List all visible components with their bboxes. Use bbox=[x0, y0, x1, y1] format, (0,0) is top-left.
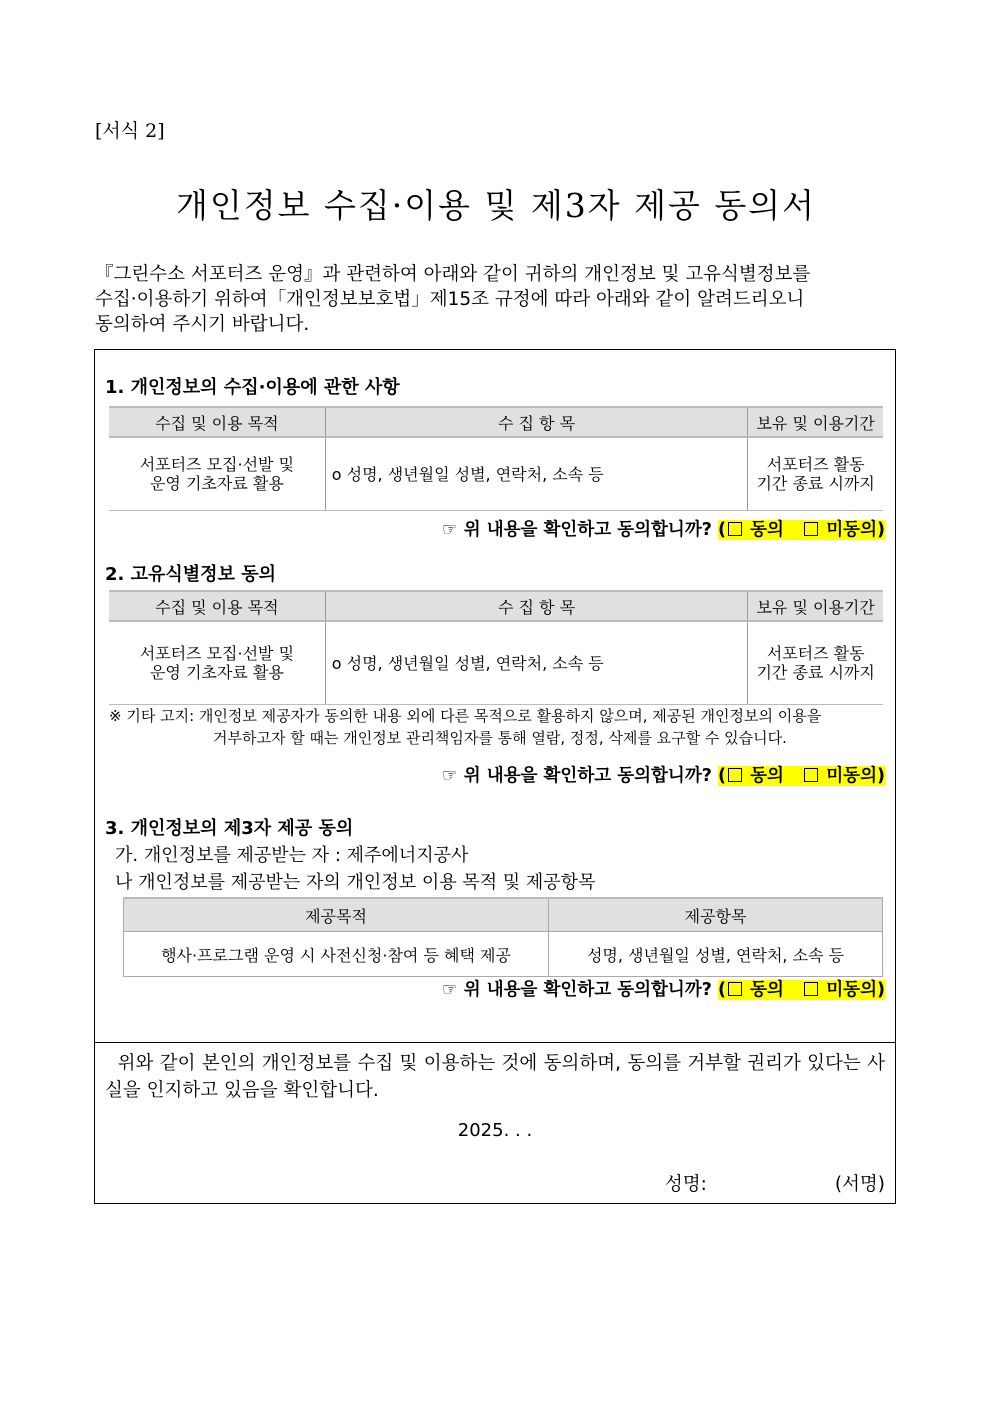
section2-table bbox=[109, 590, 883, 705]
note-line-1: ※ 기타 고지: 개인정보 제공자가 동의한 내용 외에 다른 목적으로 활용하지 않으며, 제공된 개인정보의 이용을 bbox=[109, 707, 822, 725]
disagree-label: 미동의 bbox=[826, 520, 877, 540]
sign-label: (서명) bbox=[834, 1174, 885, 1195]
intro-line-3: 동의하여 주시기 바랍니다. bbox=[95, 314, 310, 335]
form-number: [서식 2] bbox=[95, 120, 165, 142]
disagree-checkbox[interactable] bbox=[804, 982, 818, 996]
section3-items: 성명, 생년월일 성별, 연락처, 소속 등 bbox=[549, 932, 883, 977]
section3-table bbox=[123, 897, 883, 977]
divider bbox=[95, 1042, 895, 1043]
section3-consent bbox=[442, 976, 885, 1001]
section1-period: 서포터즈 활동 기간 종료 시까지 bbox=[748, 437, 883, 511]
name-label: 성명: bbox=[664, 1174, 707, 1195]
section1-table bbox=[109, 406, 883, 511]
section1-heading: 1. 개인정보의 수집·이용에 관한 사항 bbox=[105, 377, 400, 398]
section1-col-items: 수 집 항 목 bbox=[325, 407, 748, 437]
signature-line bbox=[665, 1170, 885, 1196]
section3-heading: 3. 개인정보의 제3자 제공 동의 bbox=[105, 818, 354, 839]
section1-consent bbox=[442, 516, 885, 541]
agree-checkbox[interactable] bbox=[728, 768, 742, 782]
consent-question: ☞ 위 내용을 확인하고 동의합니까? bbox=[441, 520, 712, 540]
section2-period: 서포터즈 활동 기간 종료 시까지 bbox=[748, 621, 883, 705]
section2-note bbox=[109, 705, 887, 749]
agree-label: 동의 bbox=[750, 766, 784, 786]
section3-purpose: 행사·프로그램 운영 시 사전신청·참여 등 혜택 제공 bbox=[124, 932, 549, 977]
agree-checkbox[interactable] bbox=[728, 522, 742, 536]
note-line-2: 거부하고자 할 때는 개인정보 관리책임자를 통해 열람, 정정, 삭제를 요구할 수 있습니다. bbox=[213, 729, 787, 747]
section3-col-items: 제공항목 bbox=[549, 898, 883, 932]
table-row bbox=[124, 932, 883, 977]
intro-paragraph bbox=[95, 262, 897, 337]
agree-checkbox[interactable] bbox=[728, 982, 742, 996]
section2-heading: 2. 고유식별정보 동의 bbox=[105, 564, 276, 585]
consent-options: ( 동의 미동의) bbox=[718, 766, 885, 786]
section2-items: o 성명, 생년월일 성별, 연락처, 소속 등 bbox=[325, 621, 748, 705]
table-row bbox=[109, 437, 883, 511]
date-line: 2025. . . bbox=[457, 1120, 533, 1141]
intro-line-2: 수집·이용하기 위하여「개인정보보호법」제15조 규정에 따라 아래와 같이 알려드리오니 bbox=[95, 289, 805, 310]
disagree-label: 미동의 bbox=[826, 766, 877, 786]
section2-col-purpose: 수집 및 이용 목적 bbox=[109, 591, 325, 621]
disagree-checkbox[interactable] bbox=[804, 522, 818, 536]
agree-label: 동의 bbox=[750, 980, 784, 1000]
section1-col-period: 보유 및 이용기간 bbox=[748, 407, 883, 437]
intro-line-1: 『그린수소 서포터즈 운영』과 관련하여 아래와 같이 귀하의 개인정보 및 고유식별정보를 bbox=[95, 264, 811, 285]
section1-purpose: 서포터즈 모집·선발 및 운영 기초자료 활용 bbox=[109, 437, 325, 511]
section3-col-purpose: 제공목적 bbox=[124, 898, 549, 932]
section1-col-purpose: 수집 및 이용 목적 bbox=[109, 407, 325, 437]
disagree-label: 미동의 bbox=[826, 980, 877, 1000]
section2-purpose: 서포터즈 모집·선발 및 운영 기초자료 활용 bbox=[109, 621, 325, 705]
agree-label: 동의 bbox=[750, 520, 784, 540]
table-row bbox=[109, 621, 883, 705]
section2-col-items: 수 집 항 목 bbox=[325, 591, 748, 621]
section1-items: o 성명, 생년월일 성별, 연락처, 소속 등 bbox=[325, 437, 748, 511]
consent-question: ☞ 위 내용을 확인하고 동의합니까? bbox=[441, 980, 712, 1000]
consent-options: ( 동의 미동의) bbox=[718, 520, 885, 540]
consent-options: ( 동의 미동의) bbox=[718, 980, 885, 1000]
section3-recipient: 가. 개인정보를 제공받는 자 : 제주에너지공사 bbox=[115, 845, 469, 866]
section3-purpose-title: 나 개인정보를 제공받는 자의 개인정보 이용 목적 및 제공항목 bbox=[115, 872, 596, 893]
consent-question: ☞ 위 내용을 확인하고 동의합니까? bbox=[441, 766, 712, 786]
section2-consent bbox=[442, 762, 885, 787]
section2-col-period: 보유 및 이용기간 bbox=[748, 591, 883, 621]
disagree-checkbox[interactable] bbox=[804, 768, 818, 782]
consent-form-box bbox=[94, 349, 896, 1204]
document-title: 개인정보 수집·이용 및 제3자 제공 동의서 bbox=[176, 186, 816, 225]
closing-statement: 위와 같이 본인의 개인정보를 수집 및 이용하는 것에 동의하며, 동의를 거부할 권리가 있다는 사실을 인지하고 있음을 확인합니다. bbox=[105, 1053, 885, 1101]
